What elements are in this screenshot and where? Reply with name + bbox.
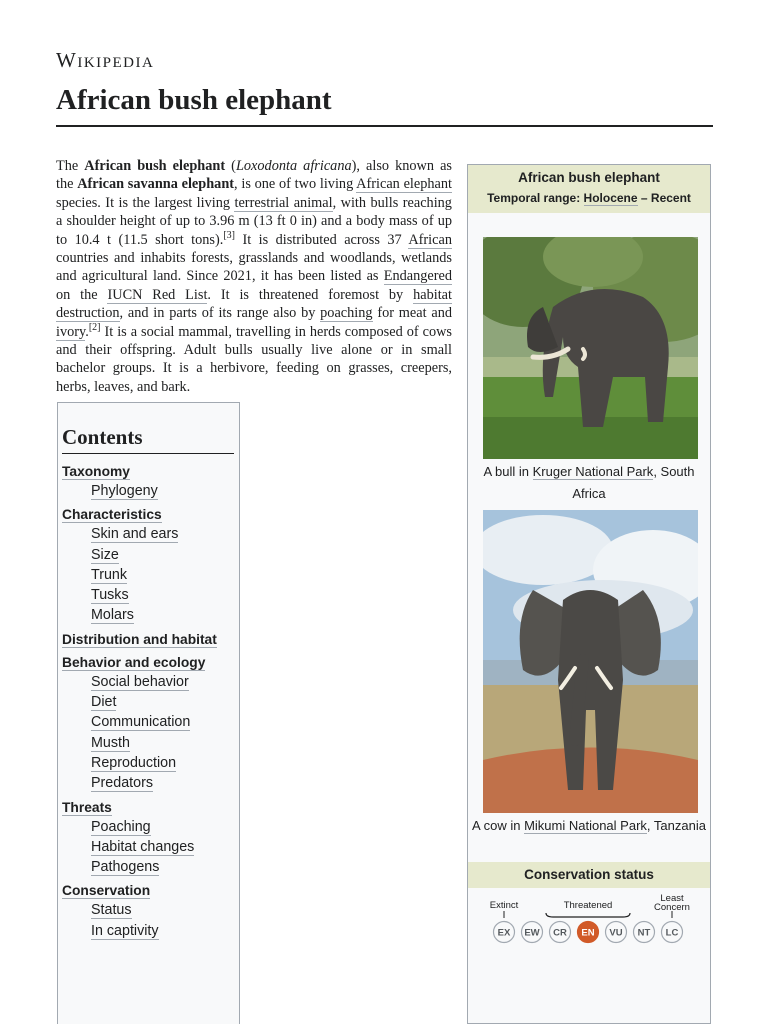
table-of-contents <box>57 402 240 1024</box>
toc-section <box>62 631 240 649</box>
infobox-header <box>468 165 710 213</box>
conservation-status-header[interactable]: Conservation status <box>468 862 710 888</box>
photo-caption-bull: A bull in Kruger National Park, South Africa <box>483 464 695 501</box>
toc-subsection <box>91 712 240 732</box>
toc-subsection-link[interactable]: Skin and ears <box>91 526 179 543</box>
status-code-ex: EX <box>497 927 511 939</box>
link-african[interactable]: African <box>408 231 452 248</box>
link-terrestrial-animal[interactable]: terrestrial animal <box>234 194 333 211</box>
toc-sublist <box>62 481 240 501</box>
toc-subsection-link[interactable]: Size <box>91 546 119 563</box>
toc-section <box>62 654 240 794</box>
toc-section-link[interactable]: Taxonomy <box>62 464 130 479</box>
toc-section-link[interactable]: Threats <box>62 799 112 815</box>
toc-subsection <box>91 481 240 501</box>
toc-subsection-link[interactable]: Diet <box>91 694 117 711</box>
link-habitat-destruction[interactable]: habitat destruction <box>56 286 452 322</box>
status-code-en: EN <box>581 927 595 939</box>
toc-subsection-link[interactable]: In captivity <box>91 922 159 939</box>
toc-subsection-link[interactable]: Musth <box>91 734 130 751</box>
scale-label-least: Least <box>660 893 684 904</box>
status-code-group <box>494 922 683 943</box>
link-mikumi-national-park[interactable]: Mikumi National Park <box>524 818 647 833</box>
status-code-nt: NT <box>637 927 651 939</box>
toc-sublist <box>62 900 240 941</box>
toc-subsection-link[interactable]: Habitat changes <box>91 838 195 855</box>
bold-term: African savanna elephant <box>77 176 235 193</box>
toc-section-link[interactable]: Distribution and habitat <box>62 631 217 647</box>
status-code-cr: CR <box>553 927 567 939</box>
toc-section-link[interactable]: Conservation <box>62 883 151 899</box>
toc-section-link[interactable]: Characteristics <box>62 507 162 523</box>
toc-list <box>62 463 240 941</box>
toc-subsection <box>91 921 240 941</box>
toc-subsection-link[interactable]: Tusks <box>91 587 129 604</box>
link-poaching[interactable]: poaching <box>320 305 373 322</box>
wikipedia-wordmark[interactable]: Wikipedia <box>56 48 155 72</box>
scale-label-extinct: Extinct <box>489 900 519 911</box>
toc-section <box>62 799 240 878</box>
toc-section <box>62 882 240 941</box>
toc-subsection-link[interactable]: Social behavior <box>91 673 189 690</box>
toc-subsection <box>91 773 240 793</box>
toc-subsection <box>91 692 240 712</box>
link-ivory[interactable]: ivory <box>56 323 86 340</box>
toc-subsection-link[interactable]: Phylogeny <box>91 483 158 499</box>
toc-subsection-link[interactable]: Communication <box>91 714 191 731</box>
infobox-title: African bush elephant <box>518 170 660 185</box>
iucn-status-scale[interactable] <box>483 891 698 951</box>
citation-3[interactable]: [3] <box>223 229 236 241</box>
status-code-vu: VU <box>609 927 623 939</box>
intro-paragraph: The African bush elephant (Loxodonta africana), also known as the African savanna elephant, is one of two living African elephant species. It is the largest living terrestrial animal, with bulls reaching a shoulder height of up to 3.96 m (13 ft 0 in) and a body mass of up to 10.4 t (11.5 short tons).[3] It is distributed across 37 African countries and inhabits forests, grasslands and woodlands, wetlands and agricultural land. Since 2021, it has been listed as Endangered on the IUCN Red List. It is threatened foremost by habitat destruction, and in parts of its range also by poaching for meat and ivory.[2] It is a social mammal, travelling in herds composed of cows and their offspring. Adult bulls usually live alone or in small bachelor groups. It is a herbivore, feeding on grasses, creepers, herbs, leaves, and bark. <box>56 158 452 395</box>
link-iucn-red-list[interactable]: IUCN Red List <box>107 286 208 303</box>
toc-subsection <box>91 672 240 692</box>
temporal-range: Temporal range: Holocene – Recent <box>487 191 691 205</box>
toc-sublist <box>62 817 240 878</box>
infobox <box>467 164 711 1024</box>
toc-section <box>62 463 240 501</box>
toc-subsection <box>91 605 240 625</box>
scale-label-threatened: Threatened <box>563 900 613 911</box>
threatened-bracket <box>546 913 630 917</box>
title-divider <box>56 125 713 127</box>
toc-subsection <box>91 837 240 857</box>
toc-subsection <box>91 857 240 877</box>
toc-subsection-link[interactable]: Reproduction <box>91 754 177 771</box>
status-code-ew: EW <box>524 927 540 939</box>
toc-section-link[interactable]: Behavior and ecology <box>62 654 206 670</box>
toc-subsection-link[interactable]: Status <box>91 902 132 919</box>
toc-section <box>62 506 240 625</box>
bold-term: African bush elephant <box>84 158 226 174</box>
toc-sublist <box>62 524 240 625</box>
toc-subsection <box>91 524 240 544</box>
toc-subsection-link[interactable]: Molars <box>91 607 134 624</box>
toc-subsection-link[interactable]: Predators <box>91 775 153 792</box>
toc-title: Contents <box>62 425 234 454</box>
link-kruger-national-park[interactable]: Kruger National Park <box>532 464 654 479</box>
link-endangered[interactable]: Endangered <box>383 268 452 285</box>
toc-subsection <box>91 817 240 837</box>
toc-subsection-link[interactable]: Trunk <box>91 566 128 583</box>
bull-elephant-photo[interactable] <box>483 237 698 459</box>
citation-2[interactable]: [2] <box>88 321 101 333</box>
toc-subsection <box>91 545 240 565</box>
scientific-name: Loxodonta africana <box>235 158 352 174</box>
status-code-lc: LC <box>665 927 679 939</box>
toc-subsection-link[interactable]: Poaching <box>91 818 151 835</box>
toc-subsection <box>91 585 240 605</box>
link-holocene[interactable]: Holocene <box>583 191 638 205</box>
page-title: African bush elephant <box>56 84 332 116</box>
toc-sublist <box>62 672 240 794</box>
link-african-elephant[interactable]: African elephant <box>356 176 452 193</box>
toc-subsection <box>91 900 240 920</box>
scale-label-concern: Concern <box>654 902 690 913</box>
toc-subsection <box>91 565 240 585</box>
cow-elephant-photo[interactable] <box>483 510 698 813</box>
photo-caption-cow: A cow in Mikumi National Park, Tanzania <box>472 818 706 833</box>
toc-subsection <box>91 733 240 753</box>
toc-subsection-link[interactable]: Pathogens <box>91 859 160 876</box>
toc-subsection <box>91 753 240 773</box>
